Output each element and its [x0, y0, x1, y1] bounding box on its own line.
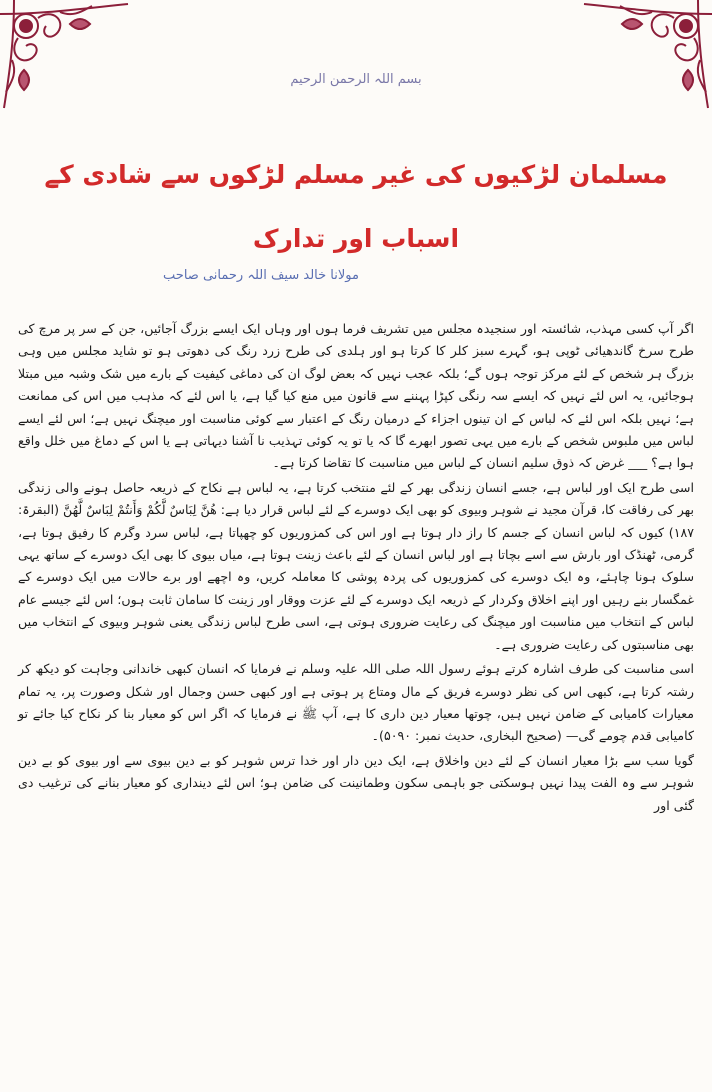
bismillah: بسم اللہ الرحمن الرحیم — [290, 72, 422, 87]
author-name: مولانا خالد سیف اللہ رحمانی صاحب — [163, 268, 359, 283]
article-body — [18, 318, 694, 817]
article-title-line-1: مسلمان لڑکیوں کی غیر مسلم لڑکوں سے شادی کے — [44, 160, 668, 189]
paragraph: اسی طرح ایک اور لباس ہے، جسے انسان زندگی بھر کے لئے منتخب کرتا ہے، یہ لباس ہے نکاح کے ذریعہ حاصل ہونے والی زندگی بھر کی رفاقت کا، قرآن مجید نے شوہر وبیوی کو بھی ایک دوسرے کے لئے لباس قرار دیا ہے: هُنَّ لِبَاسٌ لَّكُمْ وَأَنتُمْ لِبَاسٌ لَّهُنَّ (البقرۃ: ۱۸۷) کیوں کہ لباس انسان کے جسم کا راز دار ہوتا ہے اور اس کی کمزوریوں کو چھپاتا ہے، لباس سرد وگرم کا رفیق ہوتا ہے، گرمی، ٹھنڈک اور بارش سے اسے بچاتا ہے اور لباس انسان کے لئے باعث زینت ہوتا ہے، میاں بیوی کا بھی ایک دوسرے کے ساتھ یہی سلوک ہونا چاہئے، وہ ایک دوسرے کی کمزوریوں کی پردہ پوشی کا معاملہ کریں، وہ اچھے اور برے حالات میں ایک دوسرے کے غمگسار بنے رہیں اور اپنے اخلاق وکردار کے ذریعہ ایک دوسرے کے لئے عزت ووقار اور زینت کا سامان ثابت ہوں؛ اس لئے جیسے عام لباس کے انتخاب میں مناسبت اور میچنگ کی رعایت ضروری ہوتی ہے، اسی طرح لباس زندگی یعنی شوہر وبیوی کے انتخاب میں بھی مناسبتوں کی رعایت ضروری ہے۔ — [18, 479, 694, 652]
article-title-line-2: اسباب اور تدارک — [252, 224, 460, 253]
document-page — [16, 0, 696, 1092]
paragraph: اسی مناسبت کی طرف اشارہ کرتے ہوئے رسول اللہ صلی اللہ علیہ وسلم نے فرمایا کہ انسان کبھی خاندانی وجاہت کو دیکھ کر رشتہ کرتا ہے، کبھی اس کی نظر دوسرے فریق کے مال ومتاع پر ہوتی ہے اور کبھی حسن وجمال اور شکل وصورت پر، یہ تمام معیارات کامیابی کے ضامن نہیں ہیں، چوتھا معیار دین داری کا ہے، آپ ﷺ نے فرمایا کہ اگر اس کو معیار بنا کر نکاح کیا جائے تو کامیابی قدم چومے گی— (صحیح البخاری، حدیث نمبر: ۵۰۹۰)۔ — [18, 661, 694, 744]
paragraph: اگر آپ کسی مہذب، شائستہ اور سنجیدہ مجلس میں تشریف فرما ہوں اور وہاں ایک ایسے بزرگ آجائیں، جن کے سر پر مرچ کی طرح سرخ گاندھیائی ٹوپی ہو، گہرے سبز کلر کا کرتا ہو اور ہلدی کی طرح زرد رنگ کی دھوتی ہو تو شاید مجلس میں وہی بزرگ ہر شخص کے لئے مرکز توجہ ہوں گے؛ بلکہ عجب نہیں کہ بعض لوگ ان کی دماغی کیفیت کے بارے میں شک وشبہ میں مبتلا ہوجائیں، یہ اس لئے نہیں کہ ایسے سہ رنگی کپڑا پہننے سے قانون میں منع کیا گیا ہے، یا اس لئے کہ مذہب میں اس کی ممانعت ہے؛ نہیں بلکہ اس لئے کہ لباس کے ان تینوں اجزاء کے درمیان رنگ کے اعتبار سے کوئی مناسبت اور میچنگ نہیں ہے؛ اس لئے ایسے لباس میں ملبوس شخص کے بارے میں یہی تصور ابھرے گا کہ یا تو یہ کوئی تہذیب نا آشنا دیہاتی ہے یا اس کے دماغ میں خلل واقع ہوا ہے؟ ___ غرض کہ ذوق سلیم انسان کے لباس میں مناسبت کا تقاضا کرتا ہے۔ — [18, 321, 694, 471]
paragraph: گویا سب سے بڑا معیار انسان کے لئے دین واخلاق ہے، ایک دین دار اور خدا ترس شوہر کو بے دین بیوی سے اور بیوی کو بے دین شوہر سے وہ الفت پیدا نہیں ہوسکتی جو باہمی سکون وطمانینت کی ضامن ہو؛ اس لئے دینداری کو معیار بنانے کی ترغیب دی گئی اور — [18, 752, 694, 813]
